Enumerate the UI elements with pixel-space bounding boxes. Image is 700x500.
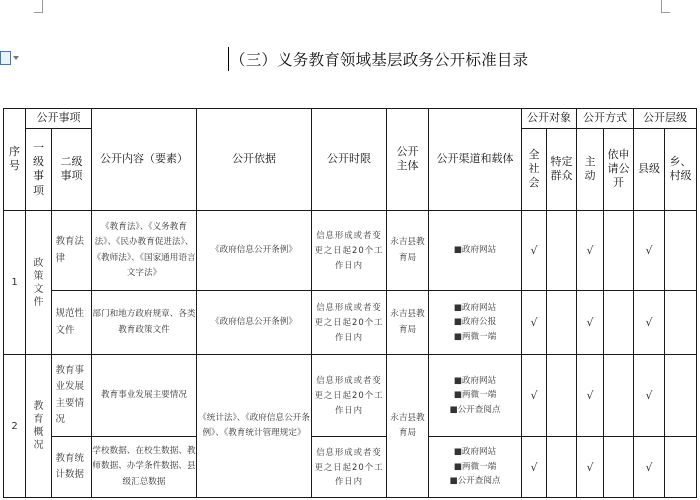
row-channels	[429, 437, 522, 498]
check-target-specific	[547, 355, 577, 437]
check-level-county: √	[634, 291, 665, 355]
check-target-specific	[547, 291, 577, 355]
header-content: 公开内容（要素）	[92, 109, 197, 211]
row-content: 学校数据、在校生数据、教师数据、办学条件数据、县级汇总数据	[92, 437, 197, 498]
page-icon	[0, 51, 11, 65]
check-method-active: √	[577, 355, 604, 437]
check-method-request	[604, 355, 634, 437]
header-level-county: 县级	[634, 129, 665, 211]
check-level-township	[665, 291, 697, 355]
header-target-all: 全社会	[522, 129, 547, 211]
row-time-limit: 信息形成或者变更之日起20个工作日内	[312, 291, 387, 355]
channel-item: ■两微一端	[453, 331, 497, 342]
check-target-specific	[547, 437, 577, 498]
row-category: 政策文件	[26, 211, 52, 355]
row-basis: 《统计法》、《政府信息公开条例》、《教育统计管理规定》	[197, 355, 312, 498]
check-level-township	[665, 355, 697, 437]
header-time-limit: 公开时限	[312, 109, 387, 211]
row-subject: 永吉县教育局	[387, 291, 429, 355]
check-target-specific	[547, 211, 577, 291]
row-content: 部门和地方政府规章、各类教育政策文件	[92, 291, 197, 355]
check-method-active: √	[577, 291, 604, 355]
header-seq: 序号	[4, 109, 26, 211]
table-row	[4, 291, 697, 355]
row-channels	[429, 291, 522, 355]
row-channels	[429, 211, 522, 291]
row-subject: 永吉县教育局	[387, 355, 429, 498]
row-subject: 永吉县教育局	[387, 211, 429, 291]
header-basis: 公开依据	[197, 109, 312, 211]
page-corner-mark-left	[34, 0, 43, 13]
document-title[interactable]: （三）义务教育领域基层政务公开标准目录	[230, 51, 529, 69]
check-method-request	[604, 211, 634, 291]
header-level-group: 公开层级	[634, 109, 697, 129]
channel-item: ■政府网站	[453, 245, 497, 256]
header-level2: 二级事项	[52, 129, 92, 211]
check-target-all: √	[522, 437, 547, 498]
channel-item: ■两微一端	[453, 390, 497, 401]
row-content: 《教育法》、《义务教育法》、《民办教育促进法》、《教师法》、《国家通用语言文字法》	[92, 211, 197, 291]
row-subcategory: 教育统计数据	[52, 437, 92, 498]
header-method-request: 依申请公开	[604, 129, 634, 211]
header-target-group: 公开对象	[522, 109, 577, 129]
row-subcategory: 规范性文件	[52, 291, 92, 355]
standard-catalog-table	[3, 108, 697, 498]
check-level-township	[665, 211, 697, 291]
channel-item: ■公开查阅点	[449, 404, 501, 415]
check-target-all: √	[522, 291, 547, 355]
table-row	[4, 437, 697, 498]
row-category: 教育概况	[26, 355, 52, 498]
row-subcategory: 教育法律	[52, 211, 92, 291]
header-channel: 公开渠道和载体	[429, 109, 522, 211]
chevron-down-icon	[13, 56, 19, 60]
row-time-limit: 信息形成或者变更之日起20个工作日内	[312, 437, 387, 498]
row-basis: 《政府信息公开条例》	[197, 211, 312, 291]
page-corner-mark-right	[661, 0, 670, 13]
header-method-active: 主动	[577, 129, 604, 211]
channel-item: ■两微一端	[453, 461, 497, 472]
document-sidebar-icon[interactable]	[0, 48, 22, 68]
check-level-county: √	[634, 211, 665, 291]
header-level1: 一级事项	[26, 129, 52, 211]
header-level-township: 乡、村级	[665, 129, 697, 211]
row-content: 教育事业发展主要情况	[92, 355, 197, 437]
row-seq: 1	[4, 211, 26, 355]
row-subcategory: 教育事业发展主要情况	[52, 355, 92, 437]
header-target-specific: 特定群众	[547, 129, 577, 211]
channel-item: ■政府网站	[453, 447, 497, 458]
header-subject: 公开主体	[387, 109, 429, 211]
check-method-request	[604, 291, 634, 355]
channel-item: ■政府公报	[453, 317, 497, 328]
text-cursor	[228, 47, 229, 71]
check-method-active: √	[577, 437, 604, 498]
channel-item: ■公开查阅点	[449, 476, 501, 487]
row-basis: 《政府信息公开条例》	[197, 291, 312, 355]
check-target-all: √	[522, 355, 547, 437]
row-time-limit: 信息形成或者变更之日起20个工作日内	[312, 355, 387, 437]
table-row	[4, 355, 697, 437]
check-method-request	[604, 437, 634, 498]
check-level-county: √	[634, 437, 665, 498]
channel-item: ■政府网站	[453, 375, 497, 386]
check-method-active: √	[577, 211, 604, 291]
header-public-items: 公开事项	[26, 109, 92, 129]
row-seq: 2	[4, 355, 26, 498]
row-channels	[429, 355, 522, 437]
check-level-county: √	[634, 355, 665, 437]
check-level-township	[665, 437, 697, 498]
table-row	[4, 211, 697, 291]
check-target-all: √	[522, 211, 547, 291]
channel-item: ■政府网站	[453, 302, 497, 313]
row-time-limit: 信息形成或者变更之日起20个工作日内	[312, 211, 387, 291]
header-method-group: 公开方式	[577, 109, 634, 129]
